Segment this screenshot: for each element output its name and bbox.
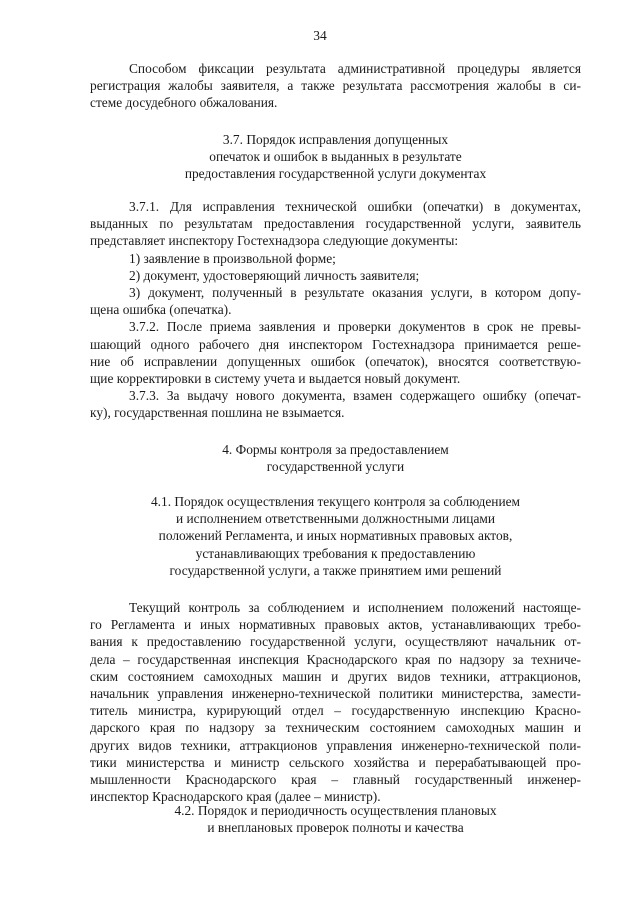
heading-line: положений Регламента, и иных нормативных правовых актов, — [158, 528, 513, 544]
text-line: ние об исправлении допущенных ошибок (опечаток), вносятся соответствую- — [90, 353, 581, 369]
text-line: ку), государственная пошлина не взымается. — [90, 405, 345, 421]
heading-line: опечаток и ошибок в выданных в результате — [209, 149, 462, 165]
heading-line: 4.1. Порядок осуществления текущего контроля за соблюдением — [150, 494, 521, 509]
section-heading-4-2 — [90, 802, 581, 836]
heading-line: государственной услуги, а также принятием ими решений — [169, 562, 502, 578]
paragraph-fixation-method — [90, 60, 581, 112]
list-item: 2) документ, удостоверяющий личность заявителя; — [129, 267, 420, 283]
text-line: выданных по результатам предоставления государственной услуги, заявитель — [90, 216, 581, 232]
text-line: представляет инспектору Гостехнадзора следующие документы: — [90, 233, 459, 249]
text-line: тики министерства и министр сельского хозяйства и перерабатывающей про- — [90, 754, 581, 770]
text-line: инспектор Краснодарского края (далее – министр). — [90, 789, 381, 805]
text-line: вания к предоставлению государственной услуги, осуществляют начальник от- — [90, 634, 581, 650]
list-item-continuation: щена ошибка (опечатка). — [90, 302, 232, 318]
paragraph-3-7-1 — [90, 198, 581, 422]
text-line: дела – государственная инспекция Краснодарского края по надзору за техниче- — [90, 651, 581, 667]
text-line: начальник управления инженерно-технической политики министерства, замести- — [90, 686, 581, 702]
text-line: мышленности Краснодарского края – главный государственный инженер- — [90, 772, 581, 788]
text-line: других видов техники, аттракционов управления инженерно-технической поли- — [90, 737, 581, 753]
text-line: 3.7.1. Для исправления технической ошибки (опечатки) в документах, — [129, 199, 581, 214]
section-heading-4-1 — [90, 493, 581, 579]
heading-line: 4.2. Порядок и периодичность осуществления плановых — [174, 803, 497, 818]
text-line: щие корректировки в систему учета и выдается новый документ. — [90, 371, 461, 387]
section-heading-4 — [90, 441, 581, 475]
text-line: 3.7.2. После приема заявления и проверки документов в срок не превы- — [129, 319, 581, 335]
text-line: стеме досудебного обжалования. — [90, 95, 278, 111]
text-line: регистрация жалобы заявителя, а также результата рассмотрения жалобы в си- — [90, 78, 581, 94]
list-item: 3) документ, полученный в результате оказания услуги, в котором допу- — [129, 285, 581, 301]
text-line: Текущий контроль за соблюдением и исполнением положений настояще- — [129, 600, 581, 615]
text-line: го Регламента и иных нормативных правовых актов, устанавливающих требо- — [90, 617, 581, 633]
heading-line: предоставления государственной услуги документах — [184, 166, 487, 182]
page-number: 34 — [313, 28, 327, 43]
heading-line: 3.7. Порядок исправления допущенных — [222, 132, 449, 147]
heading-line: государственной услуги — [266, 459, 405, 475]
section-heading-3-7 — [90, 131, 581, 183]
text-line: шающий одного рабочего дня инспектором Гостехнадзора принимается реше- — [90, 336, 581, 352]
list-item: 1) заявление в произвольной форме; — [129, 250, 336, 266]
paragraph-4-1 — [90, 599, 581, 805]
heading-line: и внеплановых проверок полноты и качества — [207, 820, 464, 836]
text-line: титель министра, курирующий отдел – государственную инспекцию Красно- — [90, 703, 581, 719]
text-line: дарского края по надзору за техническим состоянием самоходных машин и — [90, 720, 581, 736]
text-line: ским состоянием самоходных машин и других видов техники, аттракционов, — [90, 668, 581, 684]
heading-line: и исполнением ответственными должностными лицами — [175, 511, 496, 527]
text-line: 3.7.3. За выдачу нового документа, взамен содержащего ошибку (опечат- — [129, 388, 581, 404]
heading-line: 4. Формы контроля за предоставлением — [222, 442, 449, 457]
heading-line: устанавливающих требования к предоставлению — [195, 545, 476, 561]
text-line: Способом фиксации результата административной процедуры является — [129, 61, 581, 76]
